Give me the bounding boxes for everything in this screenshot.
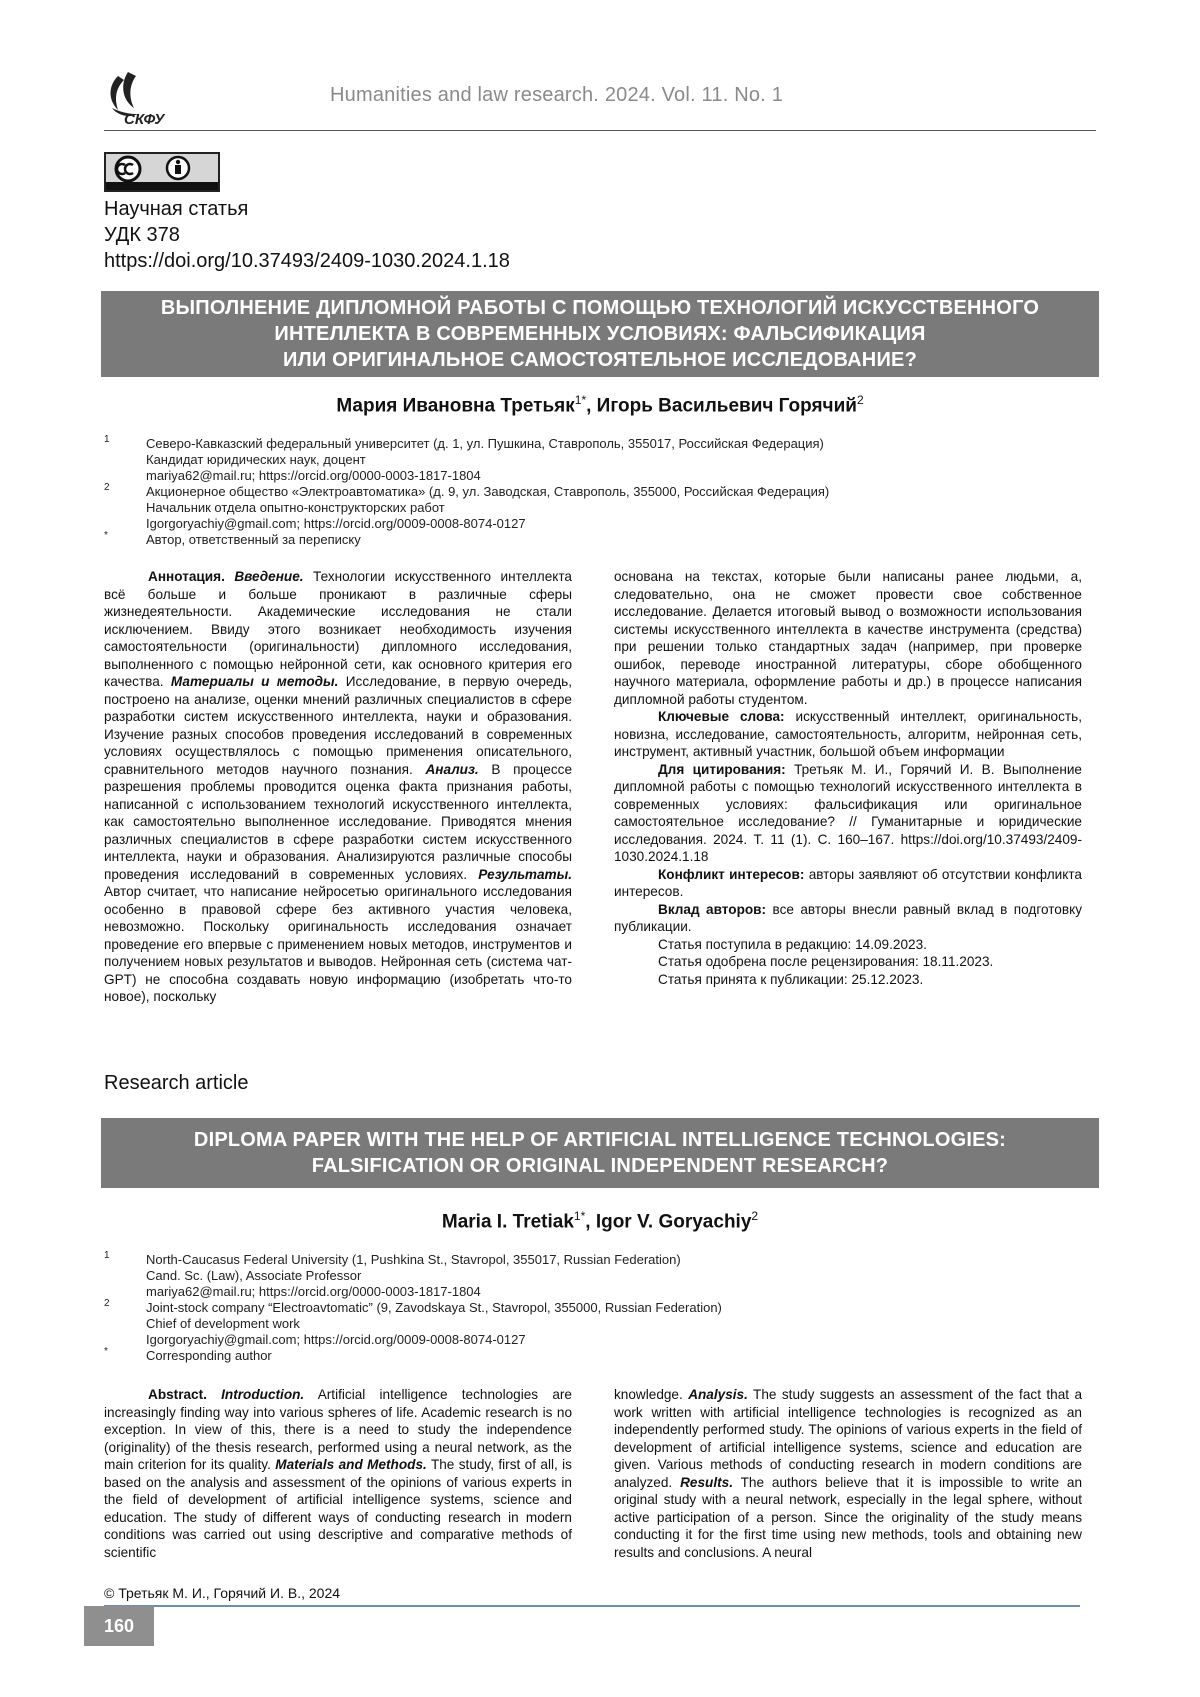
- abstract-label: Аннотация.: [148, 569, 225, 584]
- affiliation-row: [104, 532, 1104, 548]
- abstract-ru-right-column: [614, 568, 1082, 988]
- author-name: Igor V. Goryachiy: [596, 1211, 752, 1232]
- abstract-text: В процессе разрешения проблемы проводится оценка факта признания работы, написанной с использованием технологий искусственного интеллекта, как самостоятельно выполненное исследование. Приводятся мнения различных специалистов в сфере разработки систем искусственного интеллекта, науки и образования. Анализируются различные способы проведения исследований в современных условиях.: [104, 762, 572, 882]
- abstract-paragraph: [104, 1386, 572, 1561]
- citation-paragraph: [614, 761, 1082, 866]
- cc-by-license-badge: [104, 152, 220, 192]
- author-name: Игорь Васильевич Горячий: [597, 395, 857, 416]
- abstract-text: The authors believe that it is impossible to write an original study with a neural network, especially in the legal sphere, without active participation of a person. Since the originality of the study means conducting it for the first time using new methods, tools and obtaining new results and conclusions. A neural: [614, 1475, 1082, 1560]
- abstract-text: Автор считает, что написание нейросетью оригинального исследования особенно в правовой сфере без активного участия человека, невозможно. Поскольку оригинальность исследования означает проведение его впервые с применением новых методов, инструментов и получением новых результатов и выводов. Нейронная сеть (система чат-GPT) не способна создавать новую информацию (изобретать что-то новое), поскольку: [104, 884, 572, 1004]
- section-label: Analysis.: [688, 1387, 748, 1402]
- research-article-label: Research article: [104, 1072, 249, 1095]
- title-line: ИЛИ ОРИГИНАЛЬНОЕ САМОСТОЯТЕЛЬНОЕ ИССЛЕДОВАНИЕ?: [101, 347, 1099, 373]
- affiliation-text: Igorgoryachiy@gmail.com; https://orcid.org/0009-0008-8074-0127: [146, 516, 526, 531]
- conflict-text: авторы заявляют об отсутствии конфликта интересов.: [614, 867, 1082, 900]
- title-line: DIPLOMA PAPER WITH THE HELP OF ARTIFICIAL INTELLIGENCE TECHNOLOGIES:: [101, 1127, 1099, 1153]
- accepted-date: Статья принята к публикации: 25.12.2023.: [614, 971, 1082, 989]
- affiliation-mark: *: [104, 1344, 108, 1360]
- affiliation-mark: 2: [104, 1296, 110, 1312]
- article-meta: [104, 196, 510, 274]
- author-name: Maria I. Tretiak: [442, 1211, 574, 1232]
- affiliation-row: [104, 1332, 1104, 1348]
- article-type: Научная статья: [104, 196, 510, 222]
- affiliation-row: [104, 1252, 1104, 1268]
- conflict-label: Конфликт интересов:: [658, 867, 804, 882]
- abstract-paragraph: [614, 568, 1082, 708]
- abstract-label: Abstract.: [148, 1387, 207, 1402]
- affiliation-row: [104, 436, 1104, 452]
- title-band-ru: [101, 291, 1099, 377]
- affiliation-text: mariya62@mail.ru; https://orcid.org/0000-0003-1817-1804: [146, 1284, 481, 1299]
- udk-code: УДК 378: [104, 222, 510, 248]
- title-line: ВЫПОЛНЕНИЕ ДИПЛОМНОЙ РАБОТЫ С ПОМОЩЬЮ ТЕХНОЛОГИЙ ИСКУССТВЕННОГО: [101, 295, 1099, 321]
- article-page: [0, 0, 1200, 1697]
- affiliation-row: [104, 1300, 1104, 1316]
- affiliation-text: mariya62@mail.ru; https://orcid.org/0000-0003-1817-1804: [146, 468, 481, 483]
- abstract-text: knowledge.: [614, 1387, 683, 1402]
- affiliation-mark: 2: [104, 480, 110, 496]
- contribution-label: Вклад авторов:: [658, 902, 766, 917]
- author-sup: 2: [857, 393, 864, 407]
- abstract-text: Исследование, в первую очередь, построено на анализе, оценки мнений различных специалистов в сфере разработки систем искусственного интеллекта, науки и образования. Изучение разных способов проведения исследований в современных условиях осуществлялось с помощью применения описательного, сравнительного методов научного познания.: [104, 674, 572, 777]
- author-name: Мария Ивановна Третьяк: [336, 395, 574, 416]
- page-number: 160: [84, 1606, 154, 1646]
- author-sup: 2: [751, 1209, 758, 1223]
- affiliation-text: Corresponding author: [146, 1348, 272, 1363]
- contribution-paragraph: [614, 901, 1082, 936]
- author-sup: 1*: [575, 393, 586, 407]
- affiliation-row: [104, 516, 1104, 532]
- author-sup: 1*: [574, 1209, 585, 1223]
- abstract-paragraph: [104, 568, 572, 1006]
- affiliation-text: Cand. Sc. (Law), Associate Professor: [146, 1268, 361, 1283]
- affiliation-text: Начальник отдела опытно-конструкторских работ: [146, 500, 445, 515]
- abstract-text: Технологии искусственного интеллекта всё больше и больше проникают в различные сферы жизнедеятельности. Академические исследования не стали исключением. Ввиду этого возникает необходимость изучения самостоятельности (оригинальности) дипломного исследования, выполненного с помощью нейронной сети, как основного критерия его качества.: [104, 569, 572, 689]
- abstract-paragraph: [614, 1386, 1082, 1561]
- title-line: ИНТЕЛЛЕКТА В СОВРЕМЕННЫХ УСЛОВИЯХ: ФАЛЬСИФИКАЦИЯ: [101, 321, 1099, 347]
- footer-divider: [104, 1605, 1080, 1607]
- affiliation-row: [104, 484, 1104, 500]
- affiliation-row: [104, 500, 1104, 516]
- keywords-text: искусственный интеллект, оригинальность, новизна, исследование, самостоятельность, алгоритм, нейронная сеть, инструмент, активный участник, большой объем информации: [614, 709, 1082, 759]
- section-label: Введение.: [234, 569, 303, 584]
- affiliation-text: Chief of development work: [146, 1316, 300, 1331]
- section-label: Introduction.: [221, 1387, 304, 1402]
- abstract-text: The study suggests an assessment of the fact that a work written with artificial intelligence technologies is recognized as an independently performed study. The opinions of various experts in the field of development of artificial intelligence systems, science and education are given. Various methods of conducting research in modern conditions are analyzed.: [614, 1387, 1082, 1490]
- doi-link[interactable]: https://doi.org/10.37493/2409-1030.2024.1.18: [104, 248, 510, 274]
- section-label: Результаты.: [478, 867, 572, 882]
- affiliation-text: Автор, ответственный за переписку: [146, 532, 361, 547]
- keywords-paragraph: [614, 708, 1082, 761]
- affiliation-row: [104, 1268, 1104, 1284]
- university-logo: [104, 70, 184, 130]
- affiliation-mark: 1: [104, 1248, 110, 1264]
- abstract-ru-left-column: [104, 568, 572, 1006]
- affiliation-text: Igorgoryachiy@gmail.com; https://orcid.org/0009-0008-8074-0127: [146, 1332, 526, 1347]
- affiliation-row: [104, 1284, 1104, 1300]
- authors-ru: Мария Ивановна Третьяк1*, Игорь Васильевич Горячий2: [0, 393, 1200, 417]
- logo-text: СКФУ: [124, 111, 166, 128]
- cc-by-icon: [106, 154, 218, 190]
- journal-title: Humanities and law research. 2024. Vol. 11. No. 1: [330, 84, 783, 107]
- contribution-text: все авторы внесли равный вклад в подготовку публикации.: [614, 902, 1082, 935]
- abstract-text: The study, first of all, is based on the analysis and assessment of the opinions of various experts in the field of development of artificial intelligence systems, science and education. The study of different ways of conducting research in modern conditions was carried out using descriptive and comparative methods of scientific: [104, 1457, 572, 1560]
- abstract-en-right-column: [614, 1386, 1082, 1561]
- affiliations-en: [104, 1252, 1104, 1364]
- affiliation-text: North-Caucasus Federal University (1, Pushkina St., Stavropol, 355017, Russian Federation): [146, 1252, 681, 1267]
- abstract-text: Artificial intelligence technologies are increasingly finding way into various spheres of life. Academic research is no exception. In view of this, there is a need to study the independence (originality) of the thesis research, performed using a neural network, as the main criterion for its quality.: [104, 1387, 572, 1472]
- affiliation-mark: *: [104, 528, 108, 544]
- section-label: Материалы и методы.: [171, 674, 339, 689]
- title-line: FALSIFICATION OR ORIGINAL INDEPENDENT RESEARCH?: [101, 1153, 1099, 1179]
- affiliation-text: Северо-Кавказский федеральный университет (д. 1, ул. Пушкина, Ставрополь, 355017, Российская Федерация): [146, 436, 824, 451]
- citation-text: Третьяк М. И., Горячий И. В. Выполнение дипломной работы с помощью технологий искусственного интеллекта в современных условиях: фальсификация или оригинальное самостоятельное исследование? // Гуманитарные и юридические исследования. 2024. Т. 11 (1). С. 160–167. https://doi.org/10.37493/2409-1030.2024.1.18: [614, 762, 1082, 865]
- affiliation-text: Joint-stock company “Electroavtomatic” (9, Zavodskaya St., Stavropol, 355000, Russian Federation): [146, 1300, 722, 1315]
- authors-en: Maria I. Tretiak1*, Igor V. Goryachiy2: [0, 1209, 1200, 1233]
- header-divider: [104, 130, 1096, 131]
- copyright-notice: © Третьяк М. И., Горячий И. В., 2024: [104, 1585, 340, 1601]
- keywords-label: Ключевые слова:: [658, 709, 785, 724]
- citation-label: Для цитирования:: [658, 762, 786, 777]
- affiliations-ru: [104, 436, 1104, 548]
- conflict-paragraph: [614, 866, 1082, 901]
- section-label: Анализ.: [425, 762, 478, 777]
- title-band-en: [101, 1118, 1099, 1188]
- affiliation-row: [104, 1316, 1104, 1332]
- section-label: Materials and Methods.: [275, 1457, 427, 1472]
- received-date: Статья поступила в редакцию: 14.09.2023.: [614, 936, 1082, 954]
- affiliation-text: Кандидат юридических наук, доцент: [146, 452, 366, 467]
- section-label: Results.: [680, 1475, 733, 1490]
- affiliation-text: Акционерное общество «Электроавтоматика» (д. 9, ул. Заводская, Ставрополь, 355000, Российская Федерация): [146, 484, 829, 499]
- abstract-en-left-column: [104, 1386, 572, 1561]
- affiliation-mark: 1: [104, 432, 110, 448]
- affiliation-row: [104, 468, 1104, 484]
- affiliation-row: [104, 1348, 1104, 1364]
- affiliation-row: [104, 452, 1104, 468]
- abstract-text: основана на текстах, которые были написаны ранее людьми, а, следовательно, она не сможет провести свое собственное исследование. Делается итоговый вывод о возможности использования системы искусственного интеллекта в качестве инструмента (средства) при решении только стандартных задач (например, при проверке ошибок, переводе иностранной литературы, сборе обобщенного научного материала, оформление работы и др.) в процессе написания дипломной работы студентом.: [614, 569, 1082, 707]
- approved-date: Статья одобрена после рецензирования: 18.11.2023.: [614, 953, 1082, 971]
